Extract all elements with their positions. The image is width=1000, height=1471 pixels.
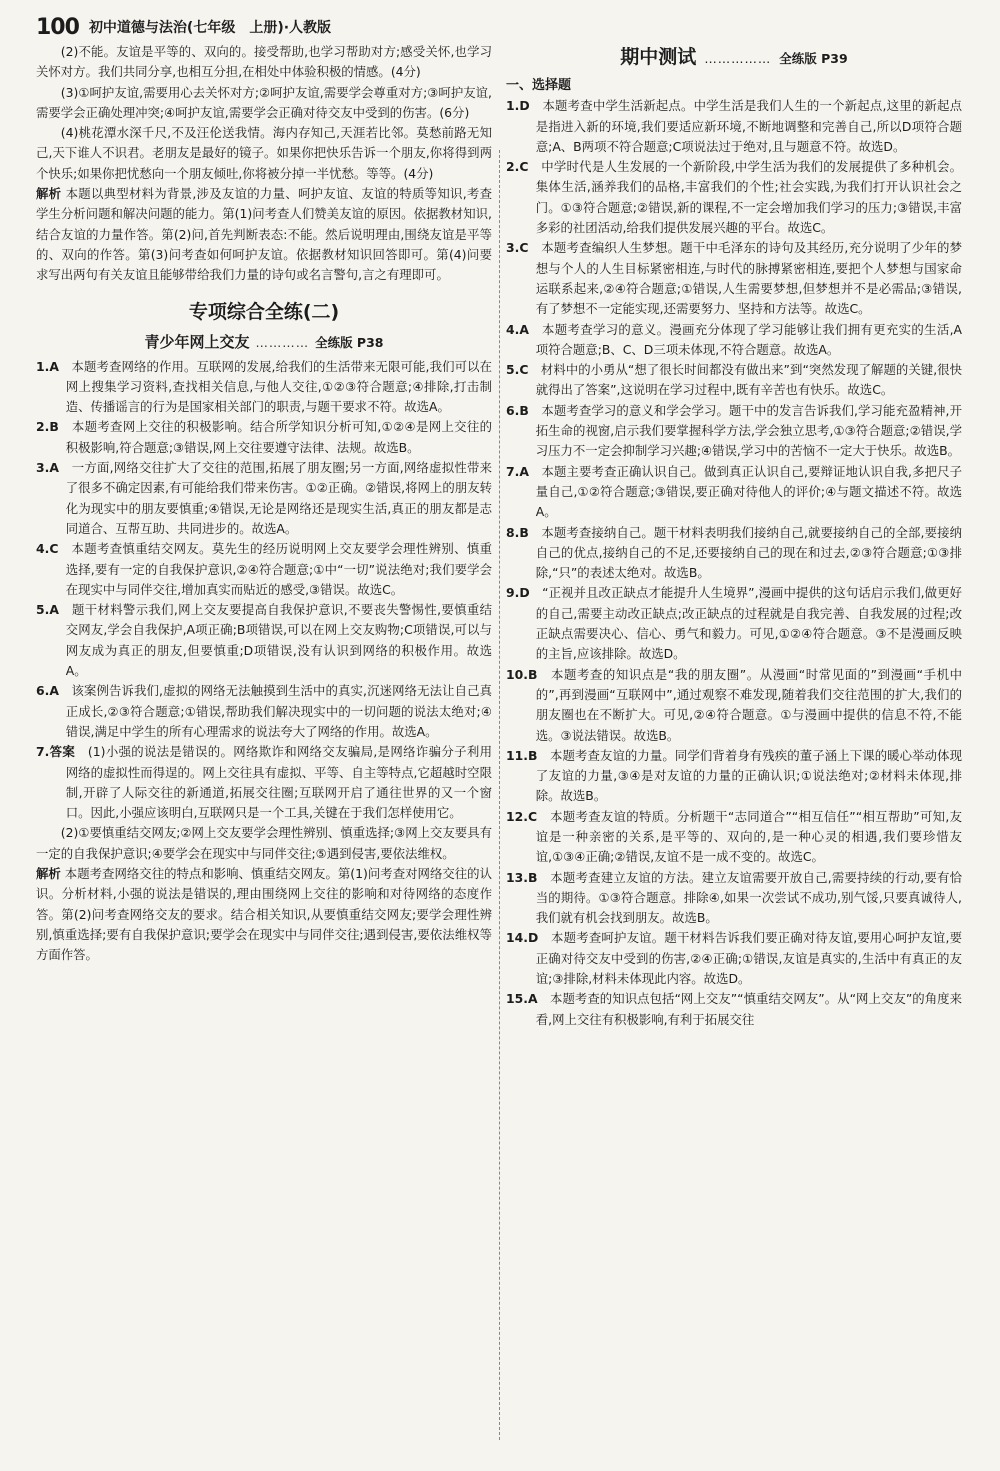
list-item: 10.B 本题考查的知识点是“我的朋友圈”。从漫画“时常见面的”到漫画“手机中的”,再到漫画“互联网中”,通过观察不难发现,随着我们交往范围的扩大,我们的朋友圈也在不断扩大。可见,②④符合题意。①与漫画中提供的信息不符,不能选。③说法错误。故选B。 [506, 666, 962, 743]
column-divider [499, 150, 500, 1440]
list-item: 1.A 本题考查网络的作用。互联网的发展,给我们的生活带来无限可能,我们可以在网上搜集学习资料,查找相关信息,与他人交往,①②③符合题意;④排除,打击制造、传播谣言的行为是国家相关部门的职责,与题干要求不符。故选A。 [36, 358, 492, 415]
analysis-paragraph [36, 184, 492, 285]
list-item: 2.C 中学时代是人生发展的一个新阶段,中学生活为我们的发展提供了多种机会。集体生活,涵养我们的品格,丰富我们的个性;社会实践,为我们打开认识社会之门。①③符合题意;②错误,新的课程,不一定会增加我们学习的压力;③错误,丰富多彩的社团活动,给我们提供发展兴趣的平台。故选C。 [506, 159, 962, 236]
sub-section-title [36, 330, 492, 355]
leader-dots: ………… [255, 334, 310, 350]
list-item: 8.B 本题考查接纳自己。题干材料表明我们接纳自己,就要接纳自己的全部,要接纳自己的优点,接纳自己的不足,还要接纳自己的现在和过去,②③符合题意;①③排除,“只”的表述太绝对。故选B。 [506, 524, 962, 581]
q7-answer: 7.答案 (1)小强的说法是错误的。网络欺诈和网络交友骗局,是网络诈骗分子利用网络的虚拟性而得逞的。网上交往具有虚拟、平等、自主等特点,它超越时空限制,开辟了人际交往的新通道,拓展交往圈;互联网开启了通往世界的又一个窗口。因此,小强应该明白,互联网只是一个工具,关键在于我们怎样使用它。 [36, 744, 492, 821]
list-item: 5.A 题干材料警示我们,网上交友要提高自我保护意识,不要丧失警惕性,要慎重结交网友,学会自我保护,A项正确;B项错误,可以在网上交友购物;C项错误,可以与网友成为真正的朋友,但要慎重;D项错误,没有认识到网络的积极作用。故选A。 [36, 602, 492, 679]
list-item: 6.A 该案例告诉我们,虚拟的网络无法触摸到生活中的真实,沉迷网络无法让自己真正成长,②③符合题意;①错误,帮助我们解决现实中的一切问题的说法太绝对;④错误,满足中学生的所有心理需求的说法夸大了网络的作用。故选A。 [36, 683, 492, 739]
q7-answer-part-2: (2)①要慎重结交网友;②网上交友要学会理性辨别、慎重选择;③网上交友要具有一定的自我保护意识;④要学会在现实中与同伴交往;⑤遇到侵害,要依法维权。 [36, 825, 492, 861]
midterm-name: 期中测试 [620, 46, 697, 68]
analysis-label: 解析 [36, 186, 62, 202]
list-item: 3.A 一方面,网络交往扩大了交往的范围,拓展了朋友圈;另一方面,网络虚拟性带来了很多不确定因素,有可能给我们带来伤害。①②正确。②错误,将网上的朋友转化为现实中的朋友要慎重;④错误,无论是网络还是现实生活,真正的朋友都是志同道合、互帮互助、共同进步的。故选A。 [36, 460, 493, 536]
midterm-title [506, 42, 962, 74]
list-item: 1.D 本题考查中学生活新起点。中学生活是我们人生的一个新起点,这里的新起点是指进入新的环境,我们要适应新环境,不断地调整和完善自己,所以D项符合题意;A、B两项不符合题意;C项说法过于绝对,且与题意不符。故选D。 [506, 98, 962, 154]
list-item: 14.D 本题考查呵护友谊。题干材料告诉我们要正确对待友谊,要用心呵护友谊,要正确对待交友中受到的伤害,②④正确;①错误,友谊是真实的,生活中有真正的友谊;③排除,材料未体现此内容。故选D。 [506, 930, 962, 987]
list-item: 9.D “正视并且改正缺点才能提升人生境界”,漫画中提供的这句话启示我们,做更好的自己,需要主动改正缺点;改正缺点的过程就是自我完善、自我发展的过程;改正缺点需要决心、信心、勇气和毅力。可见,①②④符合题意。③不是漫画反映的主旨,应该排除。故选D。 [506, 585, 962, 662]
leader-dots: …………… [704, 51, 772, 66]
page-header [36, 12, 960, 42]
part-title: 一、选择题 [506, 78, 572, 93]
q7-analysis [36, 864, 492, 965]
list-item: 15.A 本题考查的知识点包括“网上交友”“慎重结交网友”。从“网上交友”的角度来看,网上交往有积极影响,有利于拓展交往 [506, 991, 963, 1027]
page-reference: 全练版 P39 [779, 51, 848, 66]
list-item: 2.B 本题考查网上交往的积极影响。结合所学知识分析可知,①②④是网上交往的积极影响,符合题意;③错误,网上交往要遵守法律、法规。故选B。 [36, 419, 493, 455]
list-item: 11.B 本题考查友谊的力量。同学们背着身有残疾的董子涵上下课的暖心举动体现了友谊的力量,③④是对友谊的力量的正确认识;①说法绝对;②材料未体现,排除。故选B。 [506, 747, 963, 804]
page-number: 100 [36, 14, 79, 40]
page-reference: 全练版 P38 [315, 334, 384, 350]
list-item: 13.B 本题考查建立友谊的方法。建立友谊需要开放自己,需要持续的行动,要有恰当的期待。①③符合题意。排除④,如果一次尝试不成功,别气馁,只要真诚待人,我们就有机会找到朋友。故选B。 [506, 869, 962, 926]
right-column [506, 42, 962, 1030]
list-item: 4.C 本题考查慎重结交网友。莫先生的经历说明网上交友要学会理性辨别、慎重选择,要有一定的自我保护意识,②④符合题意;①中“一切”说法绝对;我们要学会在现实中与同伴交往,增加真实而贴近的感受,③错误。故选C。 [36, 541, 493, 597]
answer-part-3: (3)①呵护友谊,需要用心去关怀对方;②呵护友谊,需要学会尊重对方;③呵护友谊,需要学会正确处理冲突;④呵护友谊,需要学会正确对待交友中受到的伤害。(6分) [36, 84, 492, 120]
q7-analysis-label: 解析 [36, 865, 61, 881]
list-item: 12.C 本题考查友谊的特质。分析题干“志同道合”“相互信任”“相互帮助”可知,友谊是一种亲密的关系,是平等的、双向的,是一种心灵的相遇,我们要珍惜友谊,①③④正确;②错误,友谊不是一成不变的。故选C。 [506, 808, 962, 865]
q7-analysis-text: 本题考查网络交往的特点和影响、慎重结交网友。第(1)问考查对网络交往的认识。分析材料,小强的说法是错误的,理由围绕网上交往的影响和对待网络的态度作答。第(2)问考查网络交友的要求。结合相关知识,从要慎重结交网友;要学会理性辨别,慎重选择;要有自我保护意识;要学会在现实中与同伴交往;遇到侵害,要依法维权等方面作答。 [36, 865, 492, 963]
section-title: 专项综合全练(二) [188, 300, 340, 323]
sub-section-name: 青少年网上交友 [144, 332, 250, 351]
list-item: 7.A 本题主要考查正确认识自己。做到真正认识自己,要辩证地认识自我,多把尺子量自己,①②符合题意;③错误,要正确对待他人的评价;④与题文描述不符。故选A。 [506, 463, 962, 520]
list-item: 4.A 本题考查学习的意义。漫画充分体现了学习能够让我们拥有更充实的生活,A项符合题意;B、C、D三项未体现,不符合题意。故选A。 [506, 321, 963, 357]
book-title: 初中道德与法治(七年级 上册)·人教版 [88, 20, 332, 36]
list-item: 3.C 本题考查编织人生梦想。题干中毛泽东的诗句及其经历,充分说明了少年的梦想与个人的人生目标紧密相连,与时代的脉搏紧密相连,要把个人梦想与国家命运联系起来,②④符合题意;①错误,人生需要梦想,但梦想并不是必需品;③错误,有了梦想不一定能实现,还需要努力、坚持和方法等。故选C。 [506, 240, 962, 317]
answer-part-4: (4)桃花潭水深千尺,不及汪伦送我情。海内存知己,天涯若比邻。莫愁前路无知己,天下谁人不识君。老朋友是最好的镜子。如果你把快乐告诉一个朋友,你将得到两个快乐;如果你把忧愁向一个朋友倾吐,你将被分掉一半忧愁。等等。(4分) [36, 125, 492, 181]
analysis-text: 本题以典型材料为背景,涉及友谊的力量、呵护友谊、友谊的特质等知识,考查学生分析问题和解决问题的能力。第(1)问考查人们赞美友谊的原因。依据教材知识,结合友谊的力量作答。第(2)问,首先判断表态:不能。然后说明理由,围绕友谊是平等的、双向的作答。第(3)问考查如何呵护友谊。依据教材知识回答即可。第(4)问要求写出两句有关友谊且能够带给我们力量的诗句或名言警句,言之有理即可。 [36, 186, 492, 283]
answer-part-2: (2)不能。友谊是平等的、双向的。接受帮助,也学习帮助对方;感受关怀,也学习关怀对方。我们共同分享,也相互分担,在相处中体验积极的情感。(4分) [36, 44, 492, 80]
left-column [36, 42, 492, 965]
list-item: 5.C 材料中的小勇从“想了很长时间都没有做出来”到“突然发现了解题的关键,很快就得出了答案”,这说明在学习过程中,既有辛苦也有快乐。故选C。 [506, 362, 963, 398]
list-item: 6.B 本题考查学习的意义和学会学习。题干中的发言告诉我们,学习能充盈精神,开拓生命的视窗,启示我们要掌握科学方法,学会独立思考,①③符合题意;②错误,学习压力不一定会抑制学习兴趣;④错误,学习中的苦恼不一定大于快乐。故选B。 [506, 402, 962, 459]
